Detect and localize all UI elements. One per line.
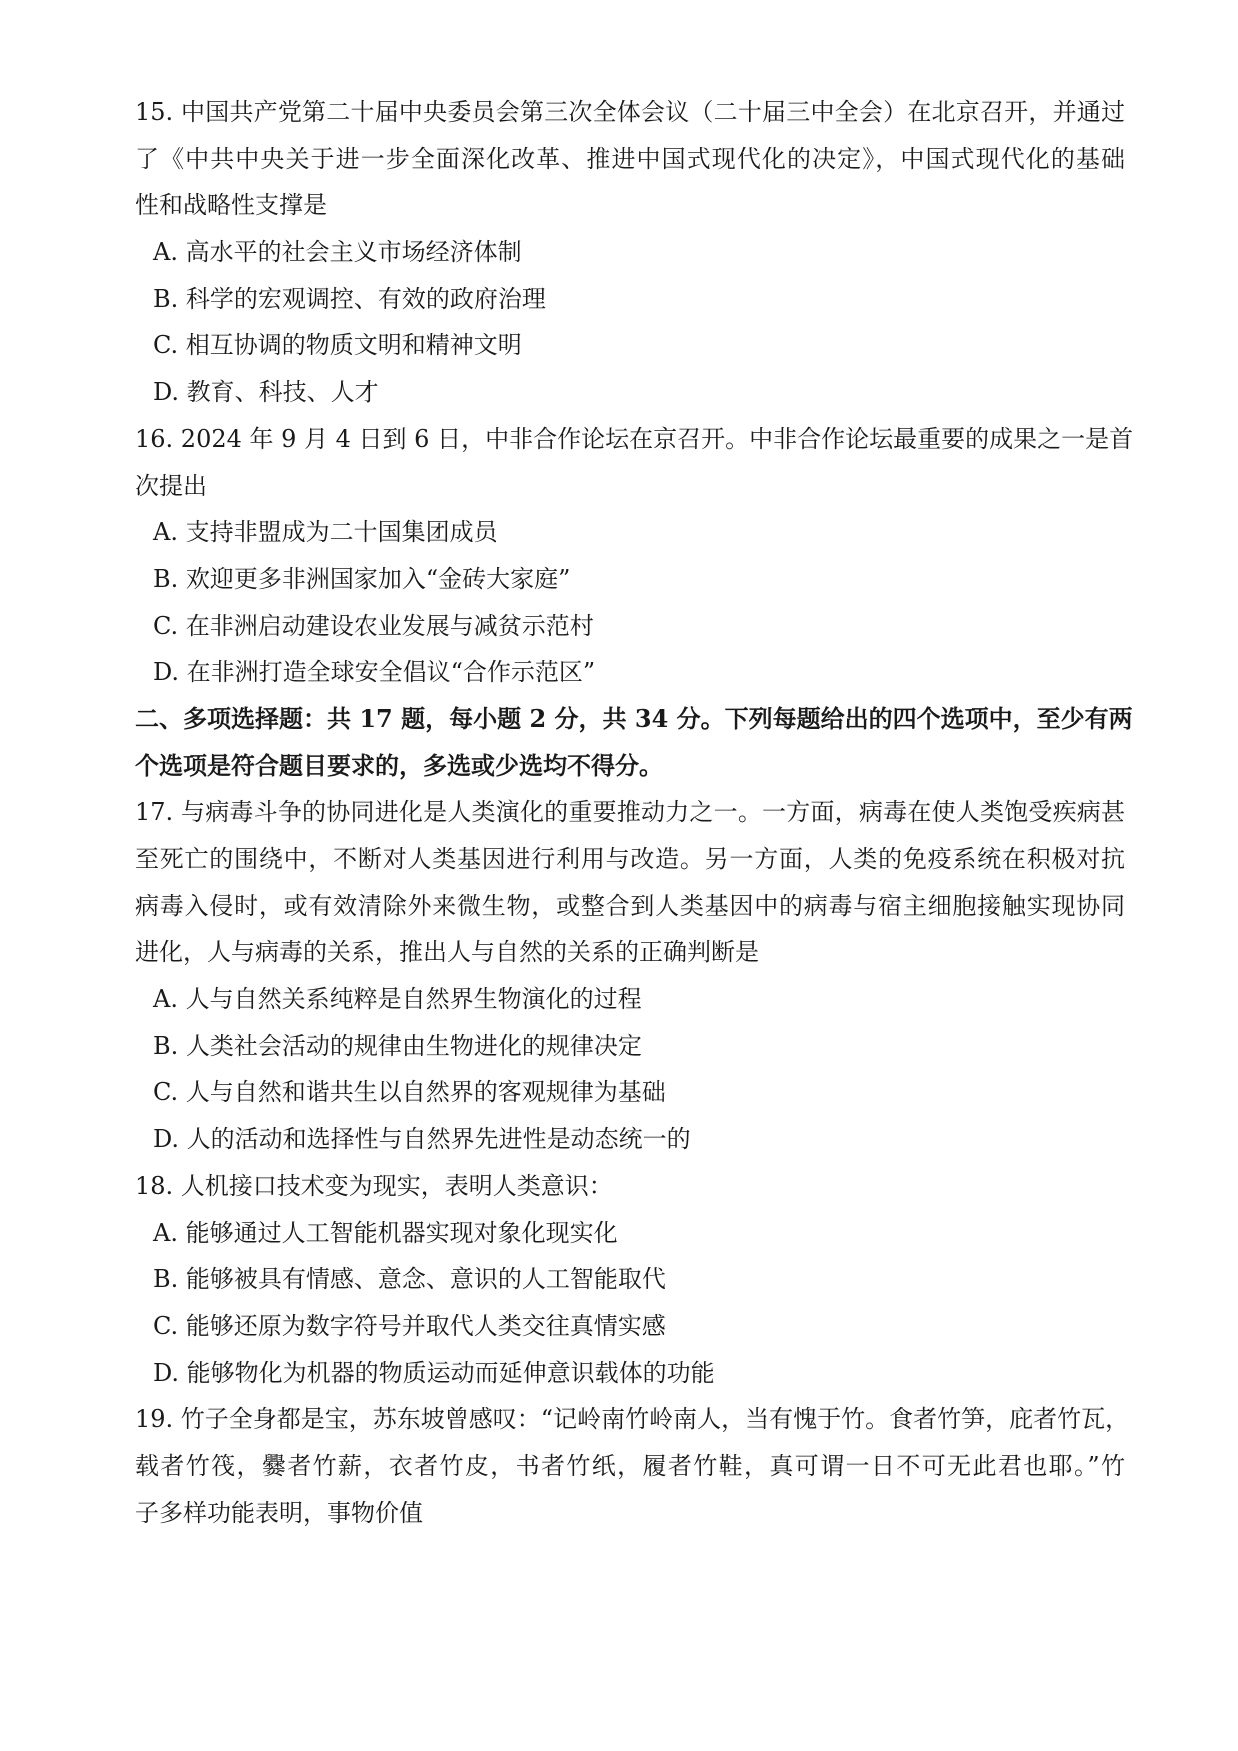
option-d: D. 能够物化为机器的物质运动而延伸意识载体的功能 xyxy=(153,1358,715,1387)
question-19 xyxy=(135,1396,1130,1536)
question-stem-line: 进化，人与病毒的关系，推出人与自然的关系的正确判断是 xyxy=(135,938,759,967)
question-stem-line: 次提出 xyxy=(135,471,207,500)
question-stem-line: 子多样功能表明，事物价值 xyxy=(135,1498,423,1527)
option-c: C. 在非洲启动建设农业发展与减贫示范村 xyxy=(153,611,594,640)
option-d: D. 教育、科技、人才 xyxy=(153,378,379,407)
question-stem-line: 性和战略性支撑是 xyxy=(135,191,327,220)
option-a: A. 高水平的社会主义市场经济体制 xyxy=(153,238,522,267)
question-stem-line: 18. 人机接口技术变为现实，表明人类意识： xyxy=(135,1171,613,1200)
question-stem-line: 了《中共中央关于进一步全面深化改革、推进中国式现代化的决定》，中国式现代化的基础 xyxy=(135,144,1125,173)
option-b: B. 科学的宏观调控、有效的政府治理 xyxy=(153,284,546,313)
option-b: B. 人类社会活动的规律由生物进化的规律决定 xyxy=(153,1031,642,1060)
question-stem-line: 15. 中国共产党第二十届中央委员会第三次全体会议（二十届三中全会）在北京召开，并通过 xyxy=(135,98,1125,126)
option-d: D. 在非洲打造全球安全倡议“合作示范区” xyxy=(153,658,596,687)
question-15 xyxy=(135,89,1125,416)
question-stem-line: 载者竹筏，爨者竹薪，衣者竹皮，书者竹纸，履者竹鞋，真可谓一日不可无此君也耶。”竹 xyxy=(135,1451,1125,1480)
option-a: A. 人与自然关系纯粹是自然界生物演化的过程 xyxy=(153,985,642,1014)
question-stem-line: 17. 与病毒斗争的协同进化是人类演化的重要推动力之一。一方面，病毒在使人类饱受疾病甚 xyxy=(135,798,1125,827)
question-stem-line: 至死亡的围绕中，不断对人类基因进行利用与改造。另一方面，人类的免疫系统在积极对抗 xyxy=(135,845,1125,873)
question-18 xyxy=(135,1163,1125,1396)
option-b: B. 能够被具有情感、意念、意识的人工智能取代 xyxy=(153,1265,666,1294)
option-a: A. 能够通过人工智能机器实现对象化现实化 xyxy=(153,1218,618,1247)
question-16 xyxy=(135,416,1134,696)
section-heading-line: 个选项是符合题目要求的，多选或少选均不得分。 xyxy=(135,750,663,780)
option-b: B. 欢迎更多非洲国家加入“金砖大家庭” xyxy=(153,564,571,593)
exam-page xyxy=(135,89,1134,1536)
question-stem-line: 19. 竹子全身都是宝，苏东坡曾感叹：“记岭南竹岭南人，当有愧于竹。食者竹笋，庇者竹瓦， xyxy=(135,1405,1130,1434)
question-stem-line: 病毒入侵时，或有效清除外来微生物，或整合到人类基因中的病毒与宿主细胞接触实现协同 xyxy=(135,891,1125,920)
option-a: A. 支持非盟成为二十国集团成员 xyxy=(153,518,498,547)
question-17 xyxy=(135,789,1125,1163)
option-c: C. 人与自然和谐共生以自然界的客观规律为基础 xyxy=(153,1078,666,1107)
question-stem-line: 16. 2024 年 9 月 4 日到 6 日，中非合作论坛在京召开。中非合作论坛最重要的成果之一是首 xyxy=(135,424,1134,453)
option-d: D. 人的活动和选择性与自然界先进性是动态统一的 xyxy=(153,1125,691,1154)
section-heading-multiple-choice xyxy=(135,696,1133,789)
section-heading-line: 二、多项选择题：共 17 题，每小题 2 分，共 34 分。下列每题给出的四个选项中，至少有两 xyxy=(135,703,1133,733)
option-c: C. 相互协调的物质文明和精神文明 xyxy=(153,331,522,360)
option-c: C. 能够还原为数字符号并取代人类交往真情实感 xyxy=(153,1311,666,1340)
